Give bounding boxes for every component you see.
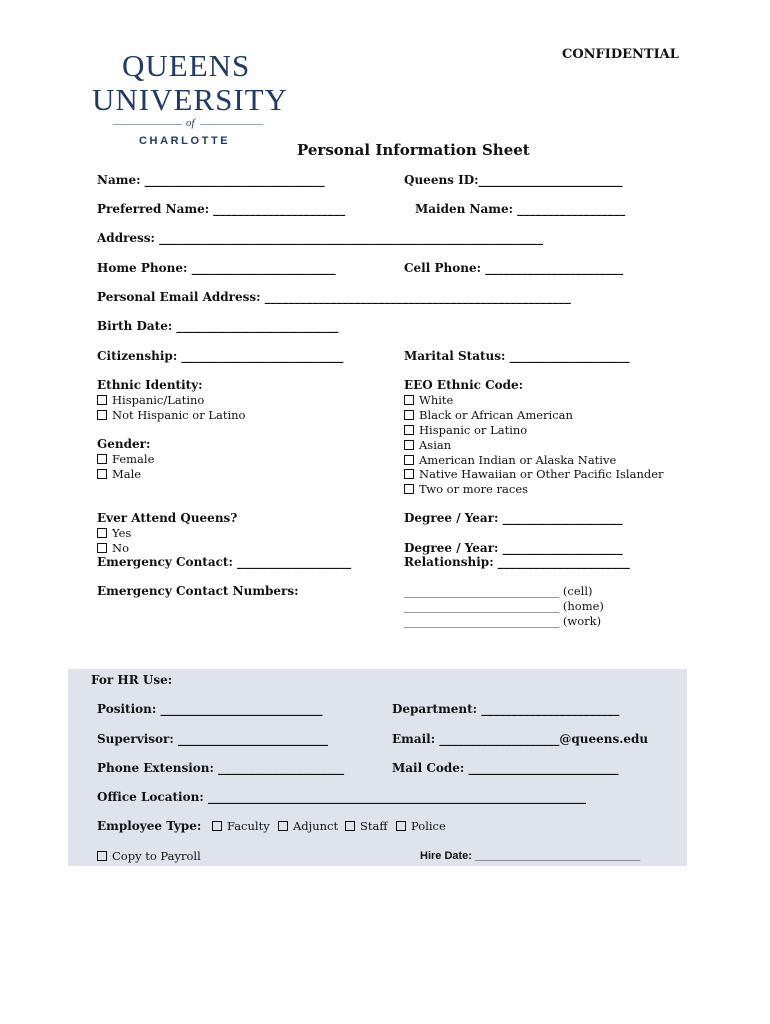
ethnic-option-hispanic[interactable]: Hispanic/Latino	[97, 393, 204, 408]
logo-rule-left	[113, 124, 182, 125]
supervisor-field[interactable]: Supervisor: _________________________	[97, 732, 328, 746]
emergency-numbers-label: Emergency Contact Numbers:	[97, 584, 299, 598]
address-field[interactable]: Address: ________________________________________________________________	[97, 231, 544, 245]
emergency-contact-field[interactable]: Emergency Contact: ___________________	[97, 555, 352, 569]
employee-type-faculty[interactable]: Faculty	[212, 819, 270, 834]
ethnic-option-not-hispanic[interactable]: Not Hispanic or Latino	[97, 408, 245, 423]
queens-id-field[interactable]: Queens ID:________________________	[404, 173, 623, 187]
emergency-home-field[interactable]: ___________________________ (home)	[404, 599, 604, 613]
checkbox-icon[interactable]	[404, 440, 414, 450]
hire-date-field[interactable]: Hire Date: ___________________________	[420, 850, 641, 862]
checkbox-icon[interactable]	[212, 821, 222, 831]
emergency-work-field[interactable]: ___________________________ (work)	[404, 614, 602, 628]
checkbox-icon[interactable]	[345, 821, 355, 831]
position-field[interactable]: Position: ___________________________	[97, 702, 323, 716]
logo-line-university: UNIVERSITY	[92, 82, 288, 117]
checkbox-icon[interactable]	[97, 851, 107, 861]
checkbox-icon[interactable]	[404, 410, 414, 420]
office-location-field[interactable]: Office Location: _______________________________________________________________	[97, 790, 586, 804]
ethnic-identity-label: Ethnic Identity:	[97, 378, 203, 392]
marital-status-field[interactable]: Marital Status: ____________________	[404, 349, 630, 363]
eeo-option[interactable]: Native Hawaiian or Other Pacific Islander	[404, 467, 664, 482]
employee-type-police[interactable]: Police	[396, 819, 446, 834]
degree-year-field-1[interactable]: Degree / Year: ____________________	[404, 511, 623, 525]
employee-type-label: Employee Type:	[97, 819, 202, 833]
name-field[interactable]: Name: ______________________________	[97, 173, 325, 187]
eeo-option[interactable]: American Indian or Alaska Native	[404, 453, 616, 468]
preferred-name-field[interactable]: Preferred Name: ______________________	[97, 202, 346, 216]
eeo-option[interactable]: Hispanic or Latino	[404, 423, 527, 438]
hr-use-title: For HR Use:	[91, 673, 173, 687]
page-title: Personal Information Sheet	[297, 141, 530, 159]
checkbox-icon[interactable]	[404, 425, 414, 435]
employee-type-adjunct[interactable]: Adjunct	[278, 819, 338, 834]
degree-year-field-2[interactable]: Degree / Year: ____________________	[404, 541, 623, 555]
department-field[interactable]: Department: _______________________	[392, 702, 620, 716]
attend-option-yes[interactable]: Yes	[97, 526, 131, 541]
checkbox-icon[interactable]	[97, 543, 107, 553]
employee-type-staff[interactable]: Staff	[345, 819, 388, 834]
home-phone-field[interactable]: Home Phone: ________________________	[97, 261, 336, 275]
checkbox-icon[interactable]	[97, 469, 107, 479]
cell-phone-field[interactable]: Cell Phone: _______________________	[404, 261, 624, 275]
citizenship-field[interactable]: Citizenship: ___________________________	[97, 349, 344, 363]
checkbox-icon[interactable]	[404, 469, 414, 479]
checkbox-icon[interactable]	[97, 395, 107, 405]
phone-extension-field[interactable]: Phone Extension: _____________________	[97, 761, 345, 775]
gender-option-female[interactable]: Female	[97, 452, 154, 467]
checkbox-icon[interactable]	[97, 410, 107, 420]
eeo-label: EEO Ethnic Code:	[404, 378, 524, 392]
attend-queens-label: Ever Attend Queens?	[97, 511, 238, 525]
emergency-cell-field[interactable]: ___________________________ (cell)	[404, 584, 593, 598]
eeo-option[interactable]: Asian	[404, 438, 451, 453]
checkbox-icon[interactable]	[404, 455, 414, 465]
eeo-option[interactable]: Two or more races	[404, 482, 528, 497]
confidential-label: CONFIDENTIAL	[562, 47, 679, 62]
eeo-option[interactable]: Black or African American	[404, 408, 573, 423]
checkbox-icon[interactable]	[404, 395, 414, 405]
copy-to-payroll-option[interactable]: Copy to Payroll	[97, 849, 201, 864]
relationship-field[interactable]: Relationship: ______________________	[404, 555, 630, 569]
logo-of: of	[186, 117, 195, 129]
checkbox-icon[interactable]	[97, 454, 107, 464]
logo-rule-right	[200, 124, 263, 125]
checkbox-icon[interactable]	[278, 821, 288, 831]
checkbox-icon[interactable]	[97, 528, 107, 538]
maiden-name-field[interactable]: Maiden Name: __________________	[415, 202, 626, 216]
checkbox-icon[interactable]	[396, 821, 406, 831]
personal-email-field[interactable]: Personal Email Address: ___________________________________________________	[97, 290, 571, 304]
logo-line-charlotte: CHARLOTTE	[139, 135, 231, 147]
checkbox-icon[interactable]	[404, 484, 414, 494]
gender-option-male[interactable]: Male	[97, 467, 141, 482]
logo-line-queens: QUEENS	[122, 48, 251, 83]
attend-option-no[interactable]: No	[97, 541, 129, 556]
mail-code-field[interactable]: Mail Code: _________________________	[392, 761, 619, 775]
gender-label: Gender:	[97, 437, 151, 451]
birth-date-field[interactable]: Birth Date: ___________________________	[97, 319, 339, 333]
email-field[interactable]: Email: ____________________@queens.edu	[392, 732, 649, 746]
eeo-option[interactable]: White	[404, 393, 453, 408]
